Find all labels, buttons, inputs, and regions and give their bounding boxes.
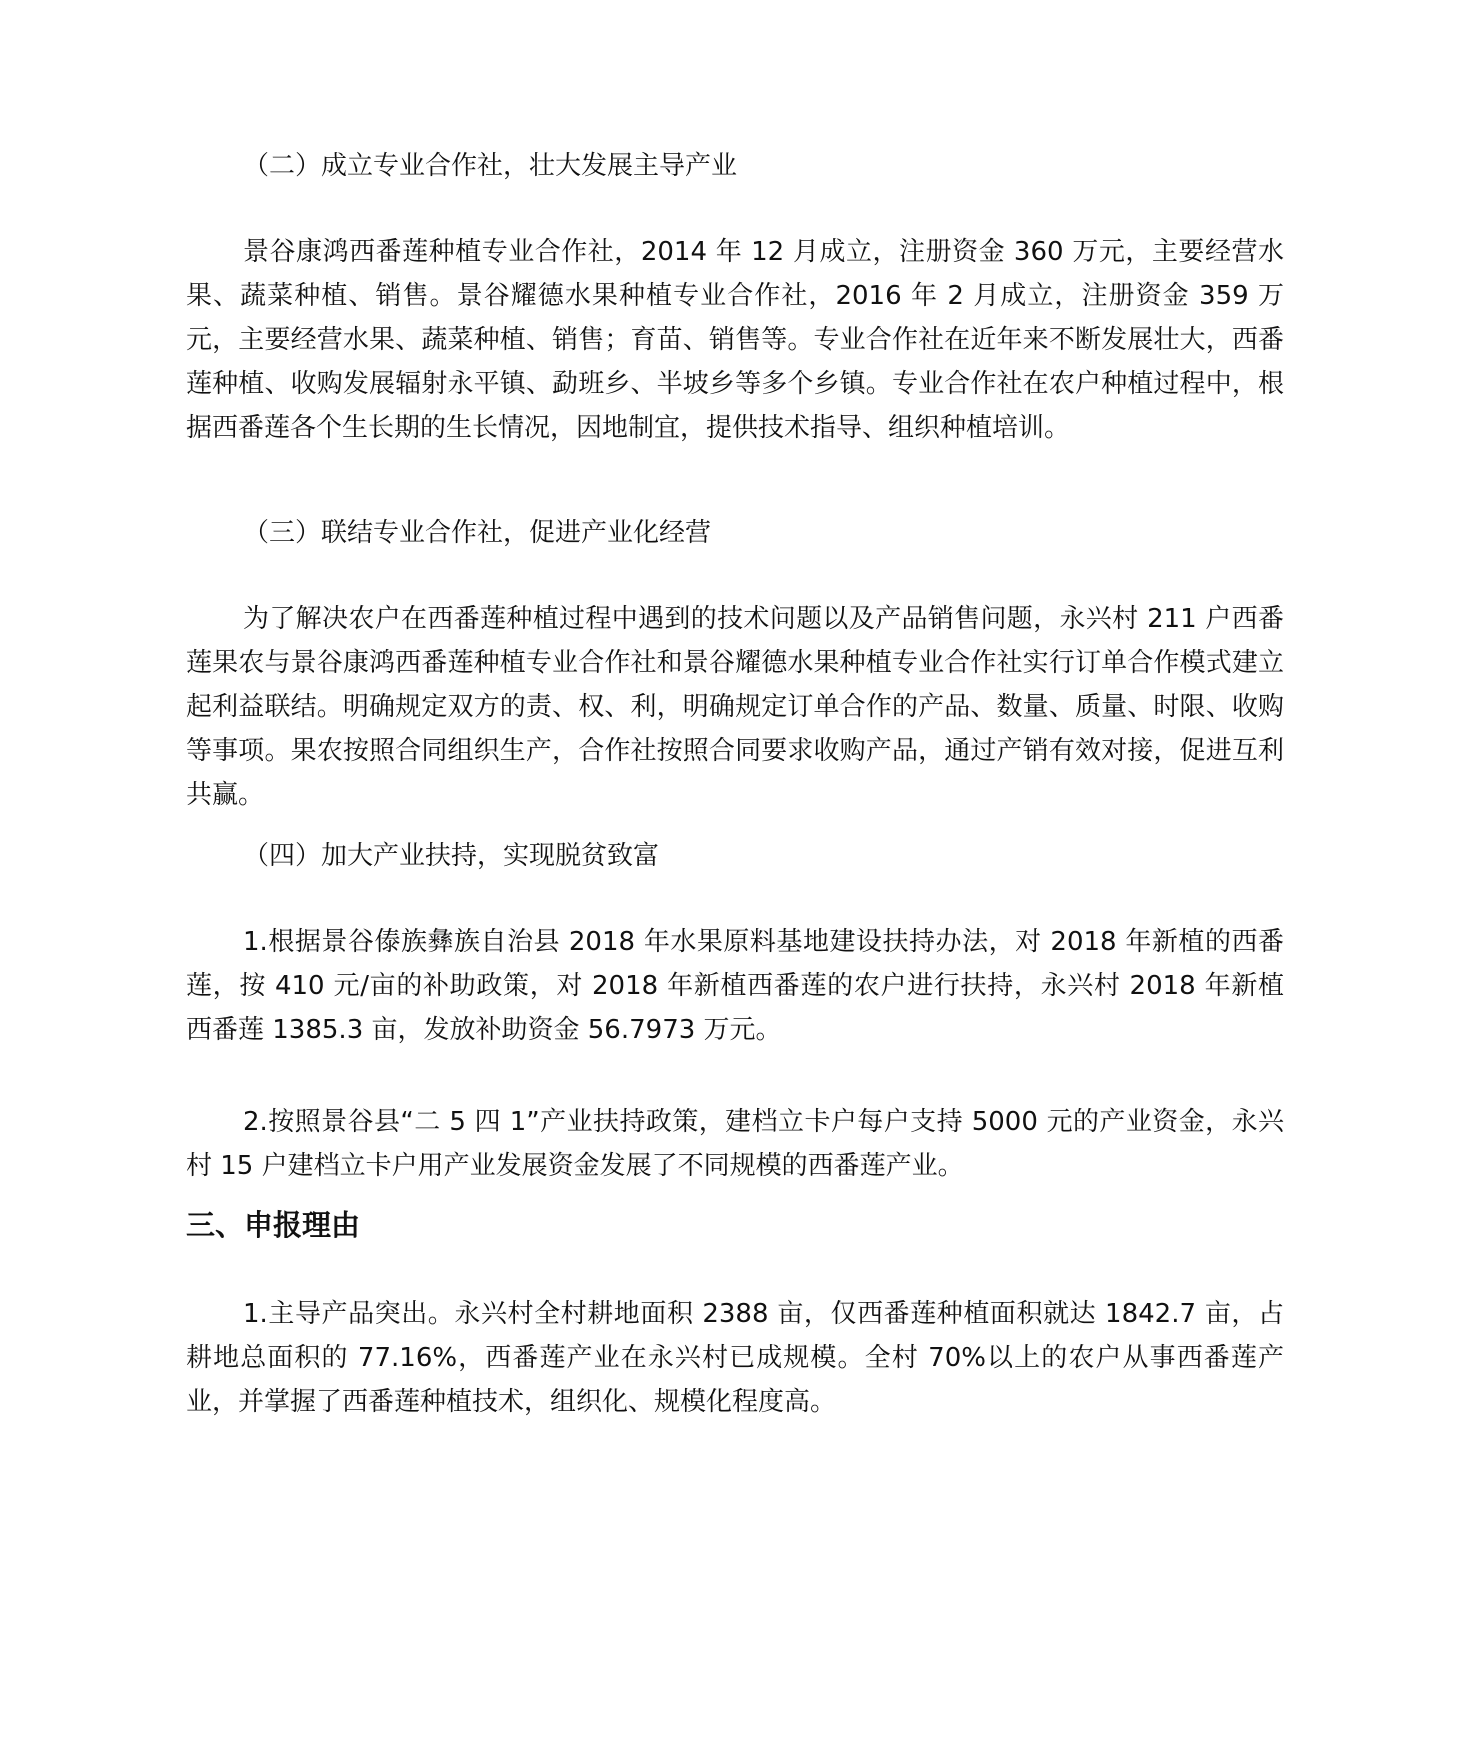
paragraph-order-cooperation: 为了解决农户在西番莲种植过程中遇到的技术问题以及产品销售问题，永兴村 211 户西番莲果农与景谷康鸿西番莲种植专业合作社和景谷耀德水果种植专业合作社实行订单合作模式建立起利益联结。明确规定双方的责、权、利，明确规定订单合作的产品、数量、质量、时限、收购等事项。果农按照合同组织生产，合作社按照合同要求收购产品，通过产销有效对接，促进互利共赢。 — [186, 604, 1284, 810]
subsection-heading-2: （二）成立专业合作社，壮大发展主导产业 — [243, 151, 738, 181]
subsection-heading-3: （三）联结专业合作社，促进产业化经营 — [243, 518, 712, 548]
section-heading-3: 三、申报理由 — [186, 1208, 361, 1242]
paragraph-poverty-households: 2.按照景谷县“二 5 四 1”产业扶持政策，建档立卡户每户支持 5000 元的产业资金，永兴村 15 户建档立卡户用产业发展资金发展了不同规模的西番莲产业。 — [186, 1107, 1284, 1181]
paragraph-subsidy-policy: 1.根据景谷傣族彝族自治县 2018 年水果原料基地建设扶持办法，对 2018 年新植的西番莲，按 410 元/亩的补助政策，对 2018 年新植西番莲的农户进行扶持，永兴村 2018 年新植西番莲 1385.3 亩，发放补助资金 56.7973 万元。 — [186, 927, 1284, 1045]
paragraph-cooperatives: 景谷康鸿西番莲种植专业合作社，2014 年 12 月成立，注册资金 360 万元，主要经营水果、蔬菜种植、销售。景谷耀德水果种植专业合作社，2016 年 2 月成立，注册资金 359 万元，主要经营水果、蔬菜种植、销售；育苗、销售等。专业合作社在近年来不断发展壮大，西番莲种植、收购发展辐射永平镇、勐班乡、半坡乡等多个乡镇。专业合作社在农户种植过程中，根据西番莲各个生长期的生长情况，因地制宜，提供技术指导、组织种植培训。 — [186, 237, 1284, 443]
paragraph-main-product: 1.主导产品突出。永兴村全村耕地面积 2388 亩，仅西番莲种植面积就达 1842.7 亩，占耕地总面积的 77.16%，西番莲产业在永兴村已成规模。全村 70%以上的农户从事西番莲产业，并掌握了西番莲种植技术，组织化、规模化程度高。 — [186, 1299, 1284, 1417]
subsection-heading-4: （四）加大产业扶持，实现脱贫致富 — [243, 841, 660, 871]
